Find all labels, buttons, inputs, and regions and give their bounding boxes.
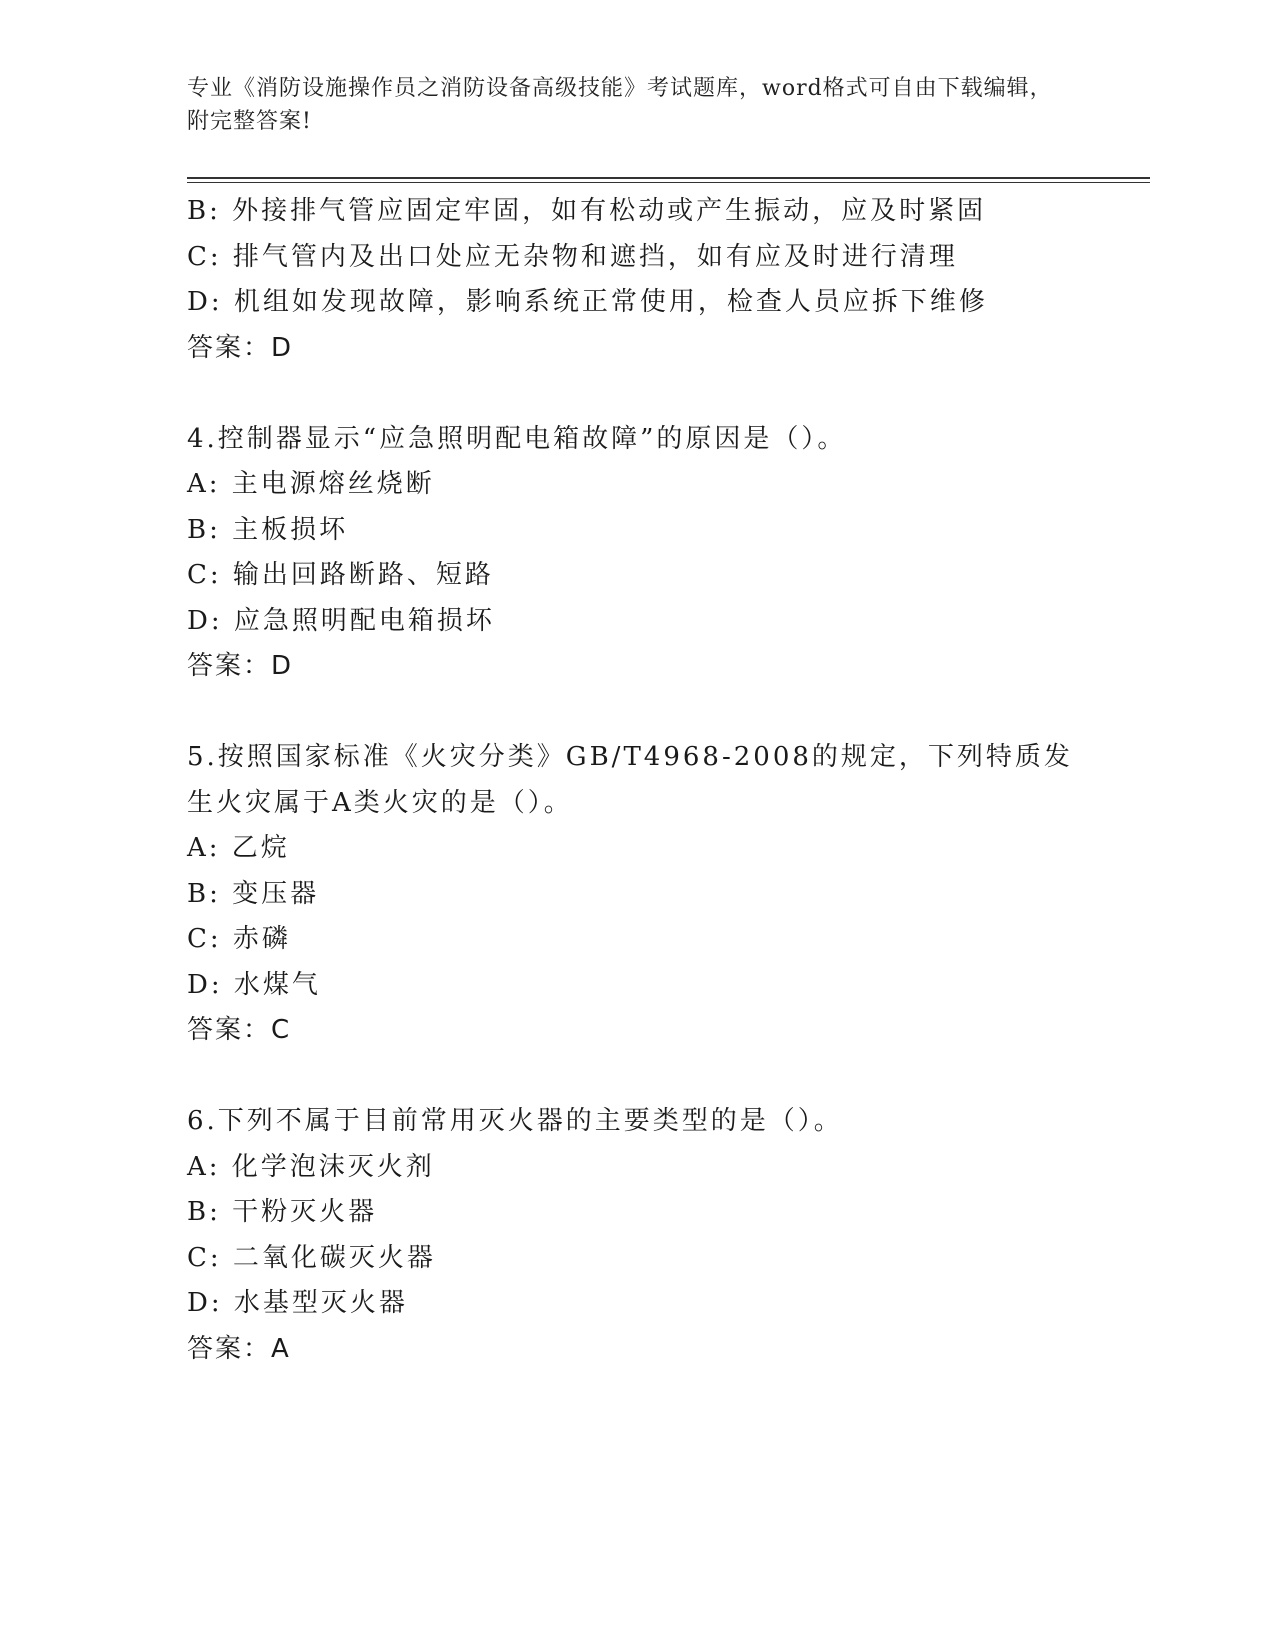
question-text: 6.下列不属于目前常用灭火器的主要类型的是（）。 bbox=[187, 1106, 843, 1136]
header-rule-thick bbox=[187, 177, 1150, 179]
answer-line: 答案：D bbox=[187, 332, 294, 363]
question-5 bbox=[187, 735, 1087, 1054]
option-b: B: 主板损坏 bbox=[187, 514, 349, 545]
option-b: B: 干粉灭火器 bbox=[187, 1197, 378, 1227]
option-b: B: 外接排气管应固定牢固，如有松动或产生振动，应及时紧固 bbox=[187, 196, 987, 226]
answer-line: 答案：D bbox=[187, 651, 294, 681]
option-d: D: 水基型灭火器 bbox=[187, 1288, 408, 1318]
question-list bbox=[187, 189, 1087, 1372]
spacer bbox=[187, 371, 1087, 417]
option-a: A: 乙烷 bbox=[187, 833, 290, 863]
option-d: D: 机组如发现故障，影响系统正常使用，检查人员应拆下维修 bbox=[187, 287, 988, 317]
header-intro: 专业《消防设施操作员之消防设备高级技能》考试题库，word格式可自由下载编辑，附完整答案! bbox=[187, 76, 1053, 134]
option-a: A: 主电源熔丝烧断 bbox=[187, 469, 435, 499]
spacer bbox=[187, 1054, 1087, 1100]
spacer bbox=[187, 690, 1087, 736]
option-c: C: 赤磷 bbox=[187, 924, 291, 954]
option-c: C: 二氧化碳灭火器 bbox=[187, 1242, 436, 1273]
answer-line: 答案：A bbox=[187, 1333, 291, 1364]
option-c: C: 输出回路断路、短路 bbox=[187, 560, 494, 590]
question-text: 5.按照国家标准《火灾分类》GB/T4968-2008的规定，下列特质发生火灾属于A类火灾的是（）。 bbox=[187, 742, 1073, 818]
answer-line: 答案：C bbox=[187, 1015, 292, 1045]
question-4 bbox=[187, 417, 1087, 690]
option-b: B: 变压器 bbox=[187, 878, 320, 909]
option-a: A: 化学泡沫灭火剂 bbox=[187, 1151, 435, 1182]
option-d: D: 应急照明配电箱损坏 bbox=[187, 605, 495, 636]
question-3-tail bbox=[187, 189, 1087, 371]
header-rule-thin bbox=[187, 182, 1150, 183]
option-d: D: 水煤气 bbox=[187, 969, 321, 1000]
question-6 bbox=[187, 1099, 1087, 1372]
question-text: 4.控制器显示“应急照明配电箱故障”的原因是（）。 bbox=[187, 423, 847, 454]
option-c: C: 排气管内及出口处应无杂物和遮挡，如有应及时进行清理 bbox=[187, 241, 958, 272]
